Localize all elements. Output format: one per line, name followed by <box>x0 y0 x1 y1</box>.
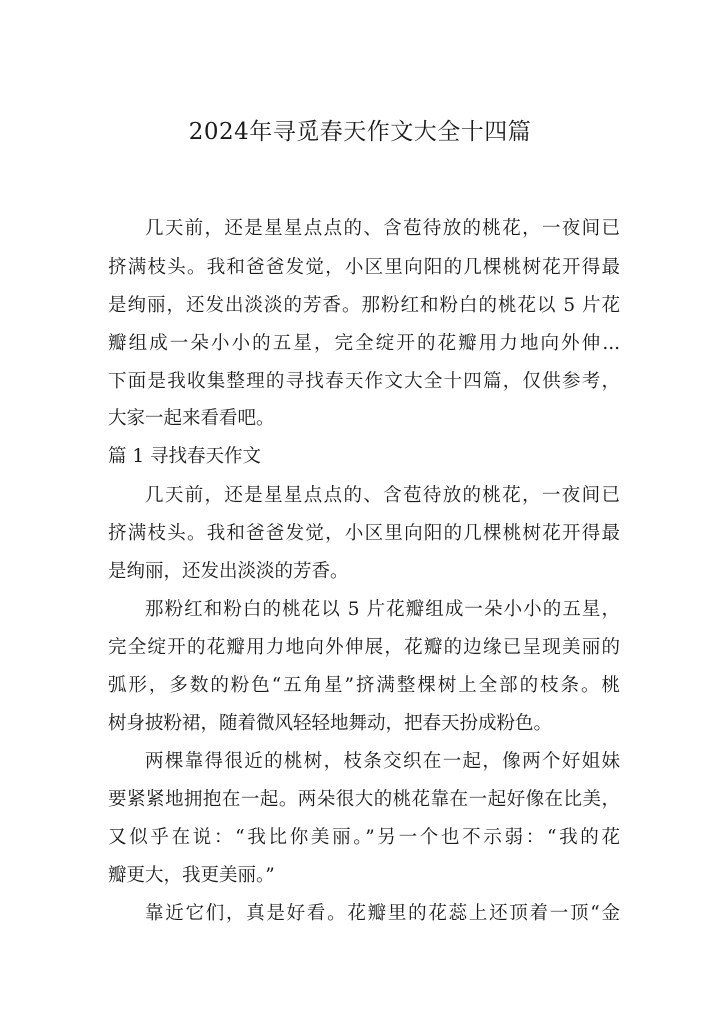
section-heading: 篇 1 寻找春天作文 <box>108 446 262 467</box>
intro-line: 几天前，还是星星点点的、含苞待放的桃花，一夜间已 <box>145 218 620 239</box>
intro-line: 大家一起来看看吧。 <box>108 408 275 429</box>
paragraph-line: 又似乎在说：“我比你美丽。”另一个也不示弱：“我的花 <box>108 827 620 848</box>
paragraph-line: 完全绽开的花瓣用力地向外伸展，花瓣的边缘已呈现美丽的 <box>108 637 620 658</box>
paragraph-line: 两棵靠得很近的桃树，枝条交织在一起，像两个好姐妹 <box>145 751 620 772</box>
paragraph-line: 挤满枝头。我和爸爸发觉，小区里向阳的几棵桃树花开得最 <box>108 523 620 544</box>
paragraph-line: 几天前，还是星星点点的、含苞待放的桃花，一夜间已 <box>145 485 620 506</box>
paragraph-line: 瓣更大，我更美丽。” <box>108 865 275 886</box>
intro-line: 瓣组成一朵小小的五星，完全绽开的花瓣用力地向外伸... <box>108 333 620 354</box>
paragraph-line: 是绚丽，还发出淡淡的芳香。 <box>108 561 349 582</box>
paragraph-line: 那粉红和粉白的桃花以 5 片花瓣组成一朵小小的五星， <box>145 599 620 620</box>
paragraph-line: 弧形，多数的粉色“五角星”挤满整棵树上全部的枝条。桃 <box>108 675 620 696</box>
paragraph-line: 树身披粉裙，随着微风轻轻地舞动，把春天扮成粉色。 <box>108 713 553 734</box>
document-title: 2024年寻觅春天作文大全十四篇 <box>188 119 532 145</box>
intro-line: 挤满枝头。我和爸爸发觉，小区里向阳的几棵桃树花开得最 <box>108 257 620 278</box>
intro-line: 下面是我收集整理的寻找春天作文大全十四篇，仅供参考， <box>108 371 620 392</box>
intro-line: 是绚丽，还发出淡淡的芳香。那粉红和粉白的桃花以 5 片花 <box>108 295 620 316</box>
paragraph-line: 要紧紧地拥抱在一起。两朵很大的桃花靠在一起好像在比美， <box>108 789 620 810</box>
paragraph-line: 靠近它们，真是好看。花瓣里的花蕊上还顶着一顶“金 <box>145 903 620 924</box>
